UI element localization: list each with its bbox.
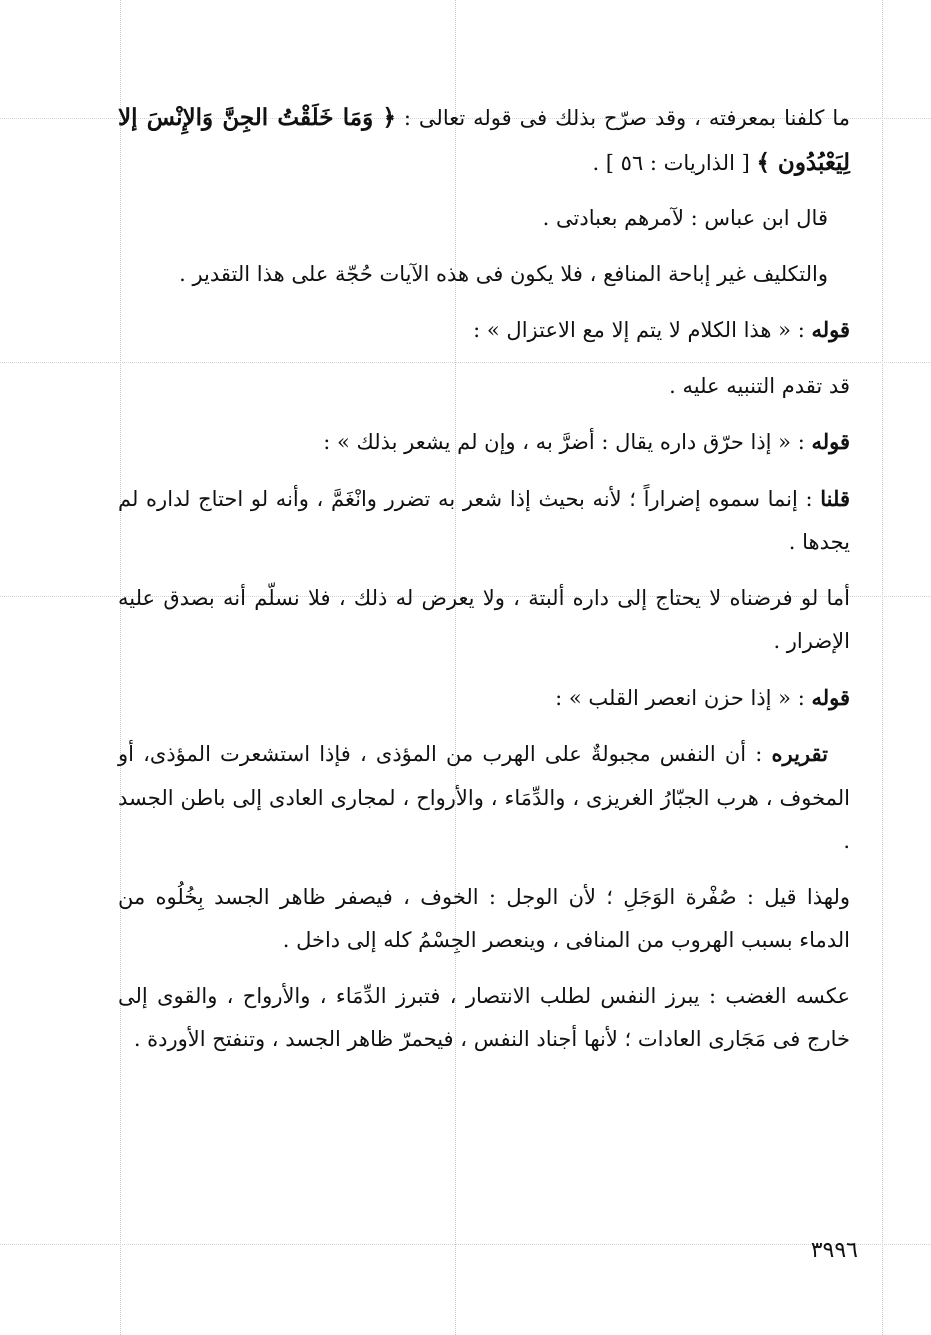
lead-word: قلنا (820, 485, 850, 511)
paragraph-text: : « إذا حرّق داره يقال : أضرَّ به ، وإن لم يشعر بذلك » : (323, 430, 812, 454)
paragraph (118, 676, 850, 721)
paragraph (118, 477, 850, 565)
quran-verse: ﴿ وَمَا خَلَقْتُ الجِنَّ وَالإِنْسَ إلا لِيَعْبُدُون ﴾ (118, 104, 850, 176)
paragraph (118, 876, 850, 963)
paragraph-text: قال ابن عباس : لآمرهم بعبادتى . (542, 206, 828, 230)
scan-artifact-line (882, 0, 883, 1335)
paragraph-text: ولهذا قيل : صُفْرة الوَجَلِ ؛ لأن الوجل : الخوف ، فيصفر ظاهر الجسد بِخُلُوه من الدماء بسبب الهروب من المنافى ، وينعصر الجِسْمُ كله إلى داخل . (118, 884, 850, 952)
paragraph-text: عكسه الغضب : يبرز النفس لطلب الانتصار ، فتبرز الدِّمَاء ، والأرواح ، والقوى إلى خارج فى مَجَارى العادات ؛ لأنها أجناد النفس ، فيحمرّ ظاهر الجسد ، وتنفتح الأوردة . (118, 983, 850, 1051)
paragraph (118, 365, 850, 409)
paragraph-text: : « إذا حزن انعصر القلب » : (555, 685, 812, 710)
paragraph-text: ما كلفنا بمعرفته ، وقد صرّح بذلك فى قوله تعالى : (395, 106, 850, 130)
paragraph-text: أما لو فرضناه لا يحتاج إلى داره ألبتة ، ولا يعرض له ذلك ، فلا نسلّم أنه بصدق عليه الإضرار . (118, 585, 850, 653)
paragraph (118, 96, 850, 185)
body-text (118, 96, 850, 1074)
paragraph (118, 975, 850, 1062)
paragraph-text: [ الذاريات : ٥٦ ] . (592, 150, 757, 175)
paragraph (118, 197, 850, 241)
paragraph-text: : أن النفس مجبولةٌ على الهرب من المؤذى ، فإذا استشعرت المؤذى، أو المخوف ، هرب الجبّارُ الغريزى ، والدِّمَاء ، والأرواح ، لمجارى العادى إلى باطن الجسد . (118, 742, 850, 853)
paragraph (118, 732, 850, 864)
paragraph (118, 577, 850, 664)
lead-word: قوله (811, 684, 850, 710)
paragraph-text: قد تقدم التنبيه عليه . (669, 373, 850, 398)
lead-word: تقريره (771, 741, 828, 766)
paragraph-text: : إنما سموه إضراراً ؛ لأنه بحيث إذا شعر به تضرر وانْغَمَّ ، وأنه لو احتاج لداره لم يجدها . (118, 486, 850, 554)
lead-word: قوله (811, 317, 850, 342)
page-number: ٣٩٩٦ (810, 1238, 858, 1263)
paragraph-text: والتكليف غير إباحة المنافع ، فلا يكون فى هذه الآيات حُجّة على هذا التقدير . (179, 261, 828, 286)
paragraph-text: : « هذا الكلام لا يتم إلا مع الاعتزال » : (473, 318, 812, 342)
lead-word: قوله (811, 429, 850, 454)
paragraph (118, 308, 850, 353)
paragraph (118, 420, 850, 465)
paragraph (118, 253, 850, 297)
